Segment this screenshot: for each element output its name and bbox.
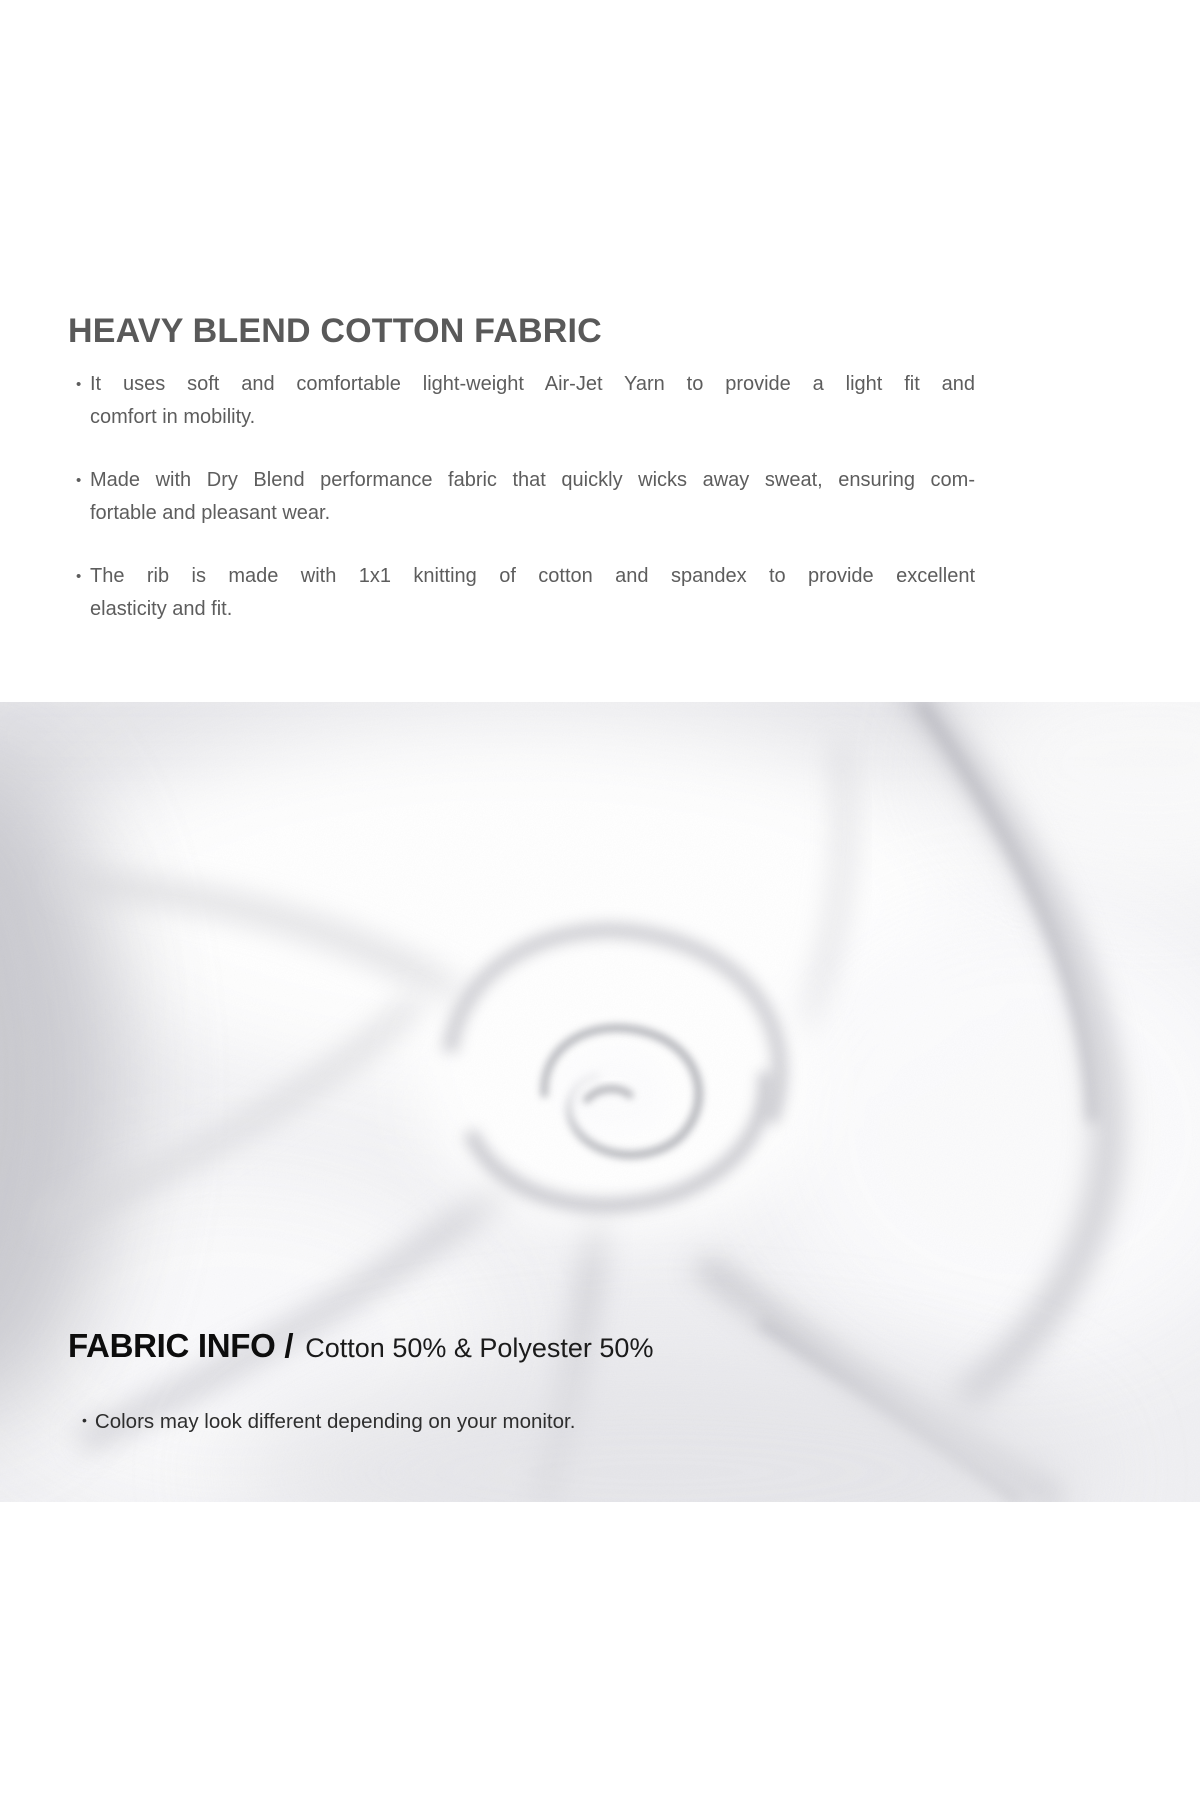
monitor-note: [82, 1410, 575, 1434]
page-title: HEAVY BLEND COTTON FABRIC: [68, 311, 602, 350]
bullet-dot: •: [76, 376, 82, 393]
fabric-info-label: FABRIC INFO /: [68, 1327, 294, 1364]
feature-bullet: [76, 464, 975, 529]
bullet-line: Made with Dry Blend performance fabric that quickly wicks away sweat, ensuring com-: [90, 469, 975, 491]
feature-bullet: [76, 368, 975, 433]
fabric-info-value: Cotton 50% & Polyester 50%: [305, 1333, 654, 1363]
bullet-line: It uses soft and comfortable light-weight Air-Jet Yarn to provide a light fit and: [90, 373, 975, 395]
fabric-info-line: [68, 1327, 653, 1365]
bullet-line: fortable and pleasant wear.: [90, 501, 331, 524]
bullet-line: The rib is made with 1x1 knitting of cotton and spandex to provide excellent: [90, 565, 975, 587]
bullet-line: elasticity and fit.: [90, 597, 233, 620]
bullet-dot: •: [76, 472, 82, 489]
note-bullet-dot: •: [82, 1412, 87, 1428]
bullet-dot: •: [76, 568, 82, 585]
bullet-line: comfort in mobility.: [90, 405, 256, 428]
fabric-photo: [0, 702, 1200, 1502]
note-text: Colors may look different depending on your monitor.: [94, 1410, 576, 1433]
fabric-photo-section: [0, 702, 1200, 1502]
feature-bullet: [76, 560, 975, 625]
